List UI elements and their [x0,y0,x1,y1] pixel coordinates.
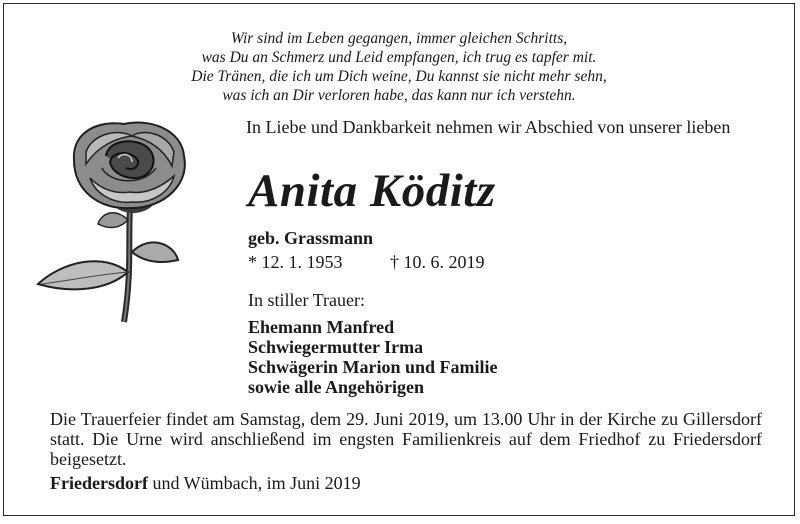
birth-name: geb. Grassmann [248,228,374,248]
poem-line: Wir sind im Leben gegangen, immer gleichen Schritts, [230,30,568,47]
closing-place: Friedersdorf [50,473,148,493]
deceased-name: Anita Köditz [248,165,496,217]
mourner-item: Schwiegermutter Irma [248,337,424,357]
birth-date: * 12. 1. 1953 [248,252,343,272]
service-details: Die Trauerfeier findet am Samstag, dem 29. Juni 2019, um 13.00 Uhr in der Kirche zu Gillersdorf statt. Die Urne wird anschließend im engsten Familienkreis auf dem Friedhof zu Friedersdorf beigesetzt. [50,409,762,469]
poem [4,29,794,105]
death-date: † 10. 6. 2019 [390,252,485,272]
obituary-card [3,3,795,516]
closing-line [50,473,361,494]
mourning-label: In stiller Trauer: [248,290,365,310]
poem-line: was Du an Schmerz und Leid empfangen, ich trug es tapfer mit. [201,49,597,66]
poem-line: was ich an Dir verloren habe, das kann nur ich verstehn. [222,87,576,104]
mourner-item: Schwägerin Marion und Familie [248,357,498,377]
intro-text: In Liebe und Dankbarkeit nehmen wir Abschied von unserer lieben [246,117,731,137]
mourners-list [248,317,498,397]
closing-rest: und Wümbach, im Juni 2019 [147,473,361,493]
rose-icon [32,112,212,324]
mourner-item: Ehemann Manfred [248,317,395,337]
life-dates [248,252,485,273]
poem-line: Die Tränen, die ich um Dich weine, Du kannst sie nicht mehr sehn, [191,68,607,85]
mourner-item: sowie alle Angehörigen [248,377,424,397]
